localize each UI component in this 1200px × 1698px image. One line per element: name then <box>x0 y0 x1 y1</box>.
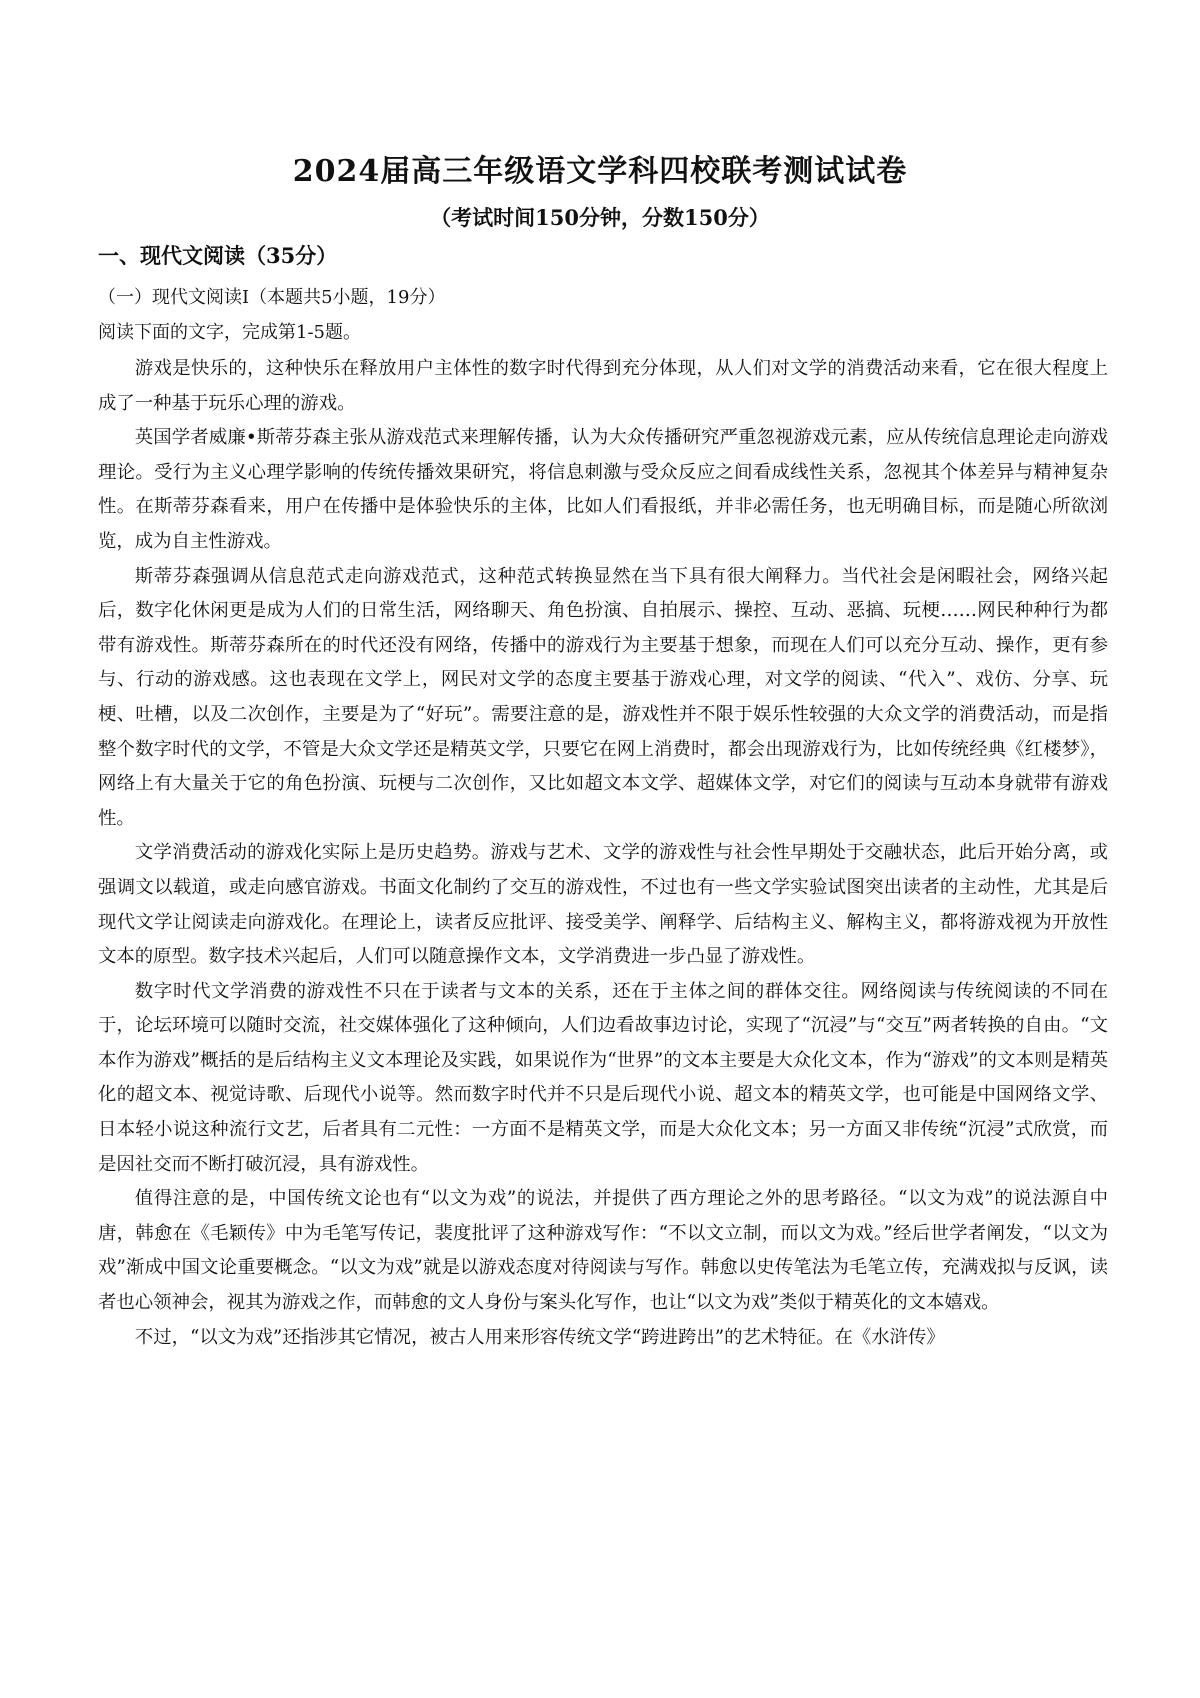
passage-paragraph-7: 不过，“以文为戏”还指涉其它情况，被古人用来形容传统文学“跨进跨出”的艺术特征。在《水浒传》 <box>134 1326 945 1348</box>
reading-passage <box>98 352 1108 1355</box>
section-heading: 一、现代文阅读（35分） <box>98 243 338 268</box>
passage-paragraph-6: 值得注意的是，中国传统文论也有“以文为戏”的说法，并提供了西方理论之外的思考路径。“以文为戏”的说法源自中唐，韩愈在《毛颖传》中为毛笔写传记，裴度批评了这种游戏写作：“不以文立制，而以文为戏。”经后世学者阐发，“以文为戏”渐成中国文论重要概念。“以文为戏”就是以游戏态度对待阅读与写作。韩愈以史传笔法为毛笔立传，充满戏拟与反讽，读者也心领神会，视其为游戏之作，而韩愈的文人身份与案头化写作，也让“以文为戏”类似于精英化的文本嬉戏。 <box>98 1188 1108 1314</box>
exam-title: 2024届高三年级语文学科四校联考测试试卷 <box>292 154 908 189</box>
passage-paragraph-2: 英国学者威廉•斯蒂芬森主张从游戏范式来理解传播，认为大众传播研究严重忽视游戏元素，应从传统信息理论走向游戏理论。受行为主义心理学影响的传统传播效果研究，将信息刺激与受众反应之间看成线性关系，忽视其个体差异与精神复杂性。在斯蒂芬森看来，用户在传播中是体验快乐的主体，比如人们看报纸，并非必需任务，也无明确目标，而是随心所欲浏览，成为自主性游戏。 <box>98 427 1108 552</box>
subsection-heading: （一）现代文阅读Ⅰ（本题共5小题，19分） <box>98 287 446 308</box>
exam-subtitle: （考试时间150分钟，分数150分） <box>430 205 770 230</box>
passage-paragraph-4: 文学消费活动的游戏化实际上是历史趋势。游戏与艺术、文学的游戏性与社会性早期处于交融状态，此后开始分离，或强调文以载道，或走向感官游戏。书面文化制约了交互的游戏性，不过也有一些文学实验试图突出读者的主动性，尤其是后现代文学让阅读走向游戏化。在理论上，读者反应批评、接受美学、阐释学、后结构主义、解构主义，都将游戏视为开放性文本的原型。数字技术兴起后，人们可以随意操作文本，文学消费进一步凸显了游戏性。 <box>98 842 1108 968</box>
reading-instruction: 阅读下面的文字，完成第1-5题。 <box>98 322 361 343</box>
passage-paragraph-5: 数字时代文学消费的游戏性不只在于读者与文本的关系，还在于主体之间的群体交往。网络阅读与传统阅读的不同在于，论坛环境可以随时交流，社交媒体强化了这种倾向，人们边看故事边讨论，实现了“沉浸”与“交互”两者转换的自由。“文本作为游戏”概括的是后结构主义文本理论及实践，如果说作为“世界”的文本主要是大众化文本，作为“游戏”的文本则是精英化的超文本、视觉诗歌、后现代小说等。然而数字时代并不只是后现代小说、超文本的精英文学，也可能是中国网络文学、日本轻小说这种流行文艺，后者具有二元性：一方面不是精英文学，而是大众化文本；另一方面又非传统“沉浸”式欣赏，而是因社交而不断打破沉浸，具有游戏性。 <box>98 980 1108 1175</box>
passage-paragraph-1: 游戏是快乐的，这种快乐在释放用户主体性的数字时代得到充分体现，从人们对文学的消费活动来看，它在很大程度上成了一种基于玩乐心理的游戏。 <box>98 358 1108 414</box>
passage-paragraph-3: 斯蒂芬森强调从信息范式走向游戏范式，这种范式转换显然在当下具有很大阐释力。当代社会是闲暇社会，网络兴起后，数字化休闲更是成为人们的日常生活，网络聊天、角色扮演、自拍展示、操控、互动、恶搞、玩梗……网民种种行为都带有游戏性。斯蒂芬森所在的时代还没有网络，传播中的游戏行为主要基于想象，而现在人们可以充分互动、操作，更有参与、行动的游戏感。这也表现在文学上，网民对文学的态度主要基于游戏心理，对文学的阅读、“代入”、戏仿、分享、玩梗、吐槽，以及二次创作，主要是为了“好玩”。需要注意的是，游戏性并不限于娱乐性较强的大众文学的消费活动，而是指整个数字时代的文学，不管是大众文学还是精英文学，只要它在网上消费时，都会出现游戏行为，比如传统经典《红楼梦》，网络上有大量关于它的角色扮演、玩梗与二次创作，又比如超文本文学、超媒体文学，对它们的阅读与互动本身就带有游戏性。 <box>98 565 1108 829</box>
